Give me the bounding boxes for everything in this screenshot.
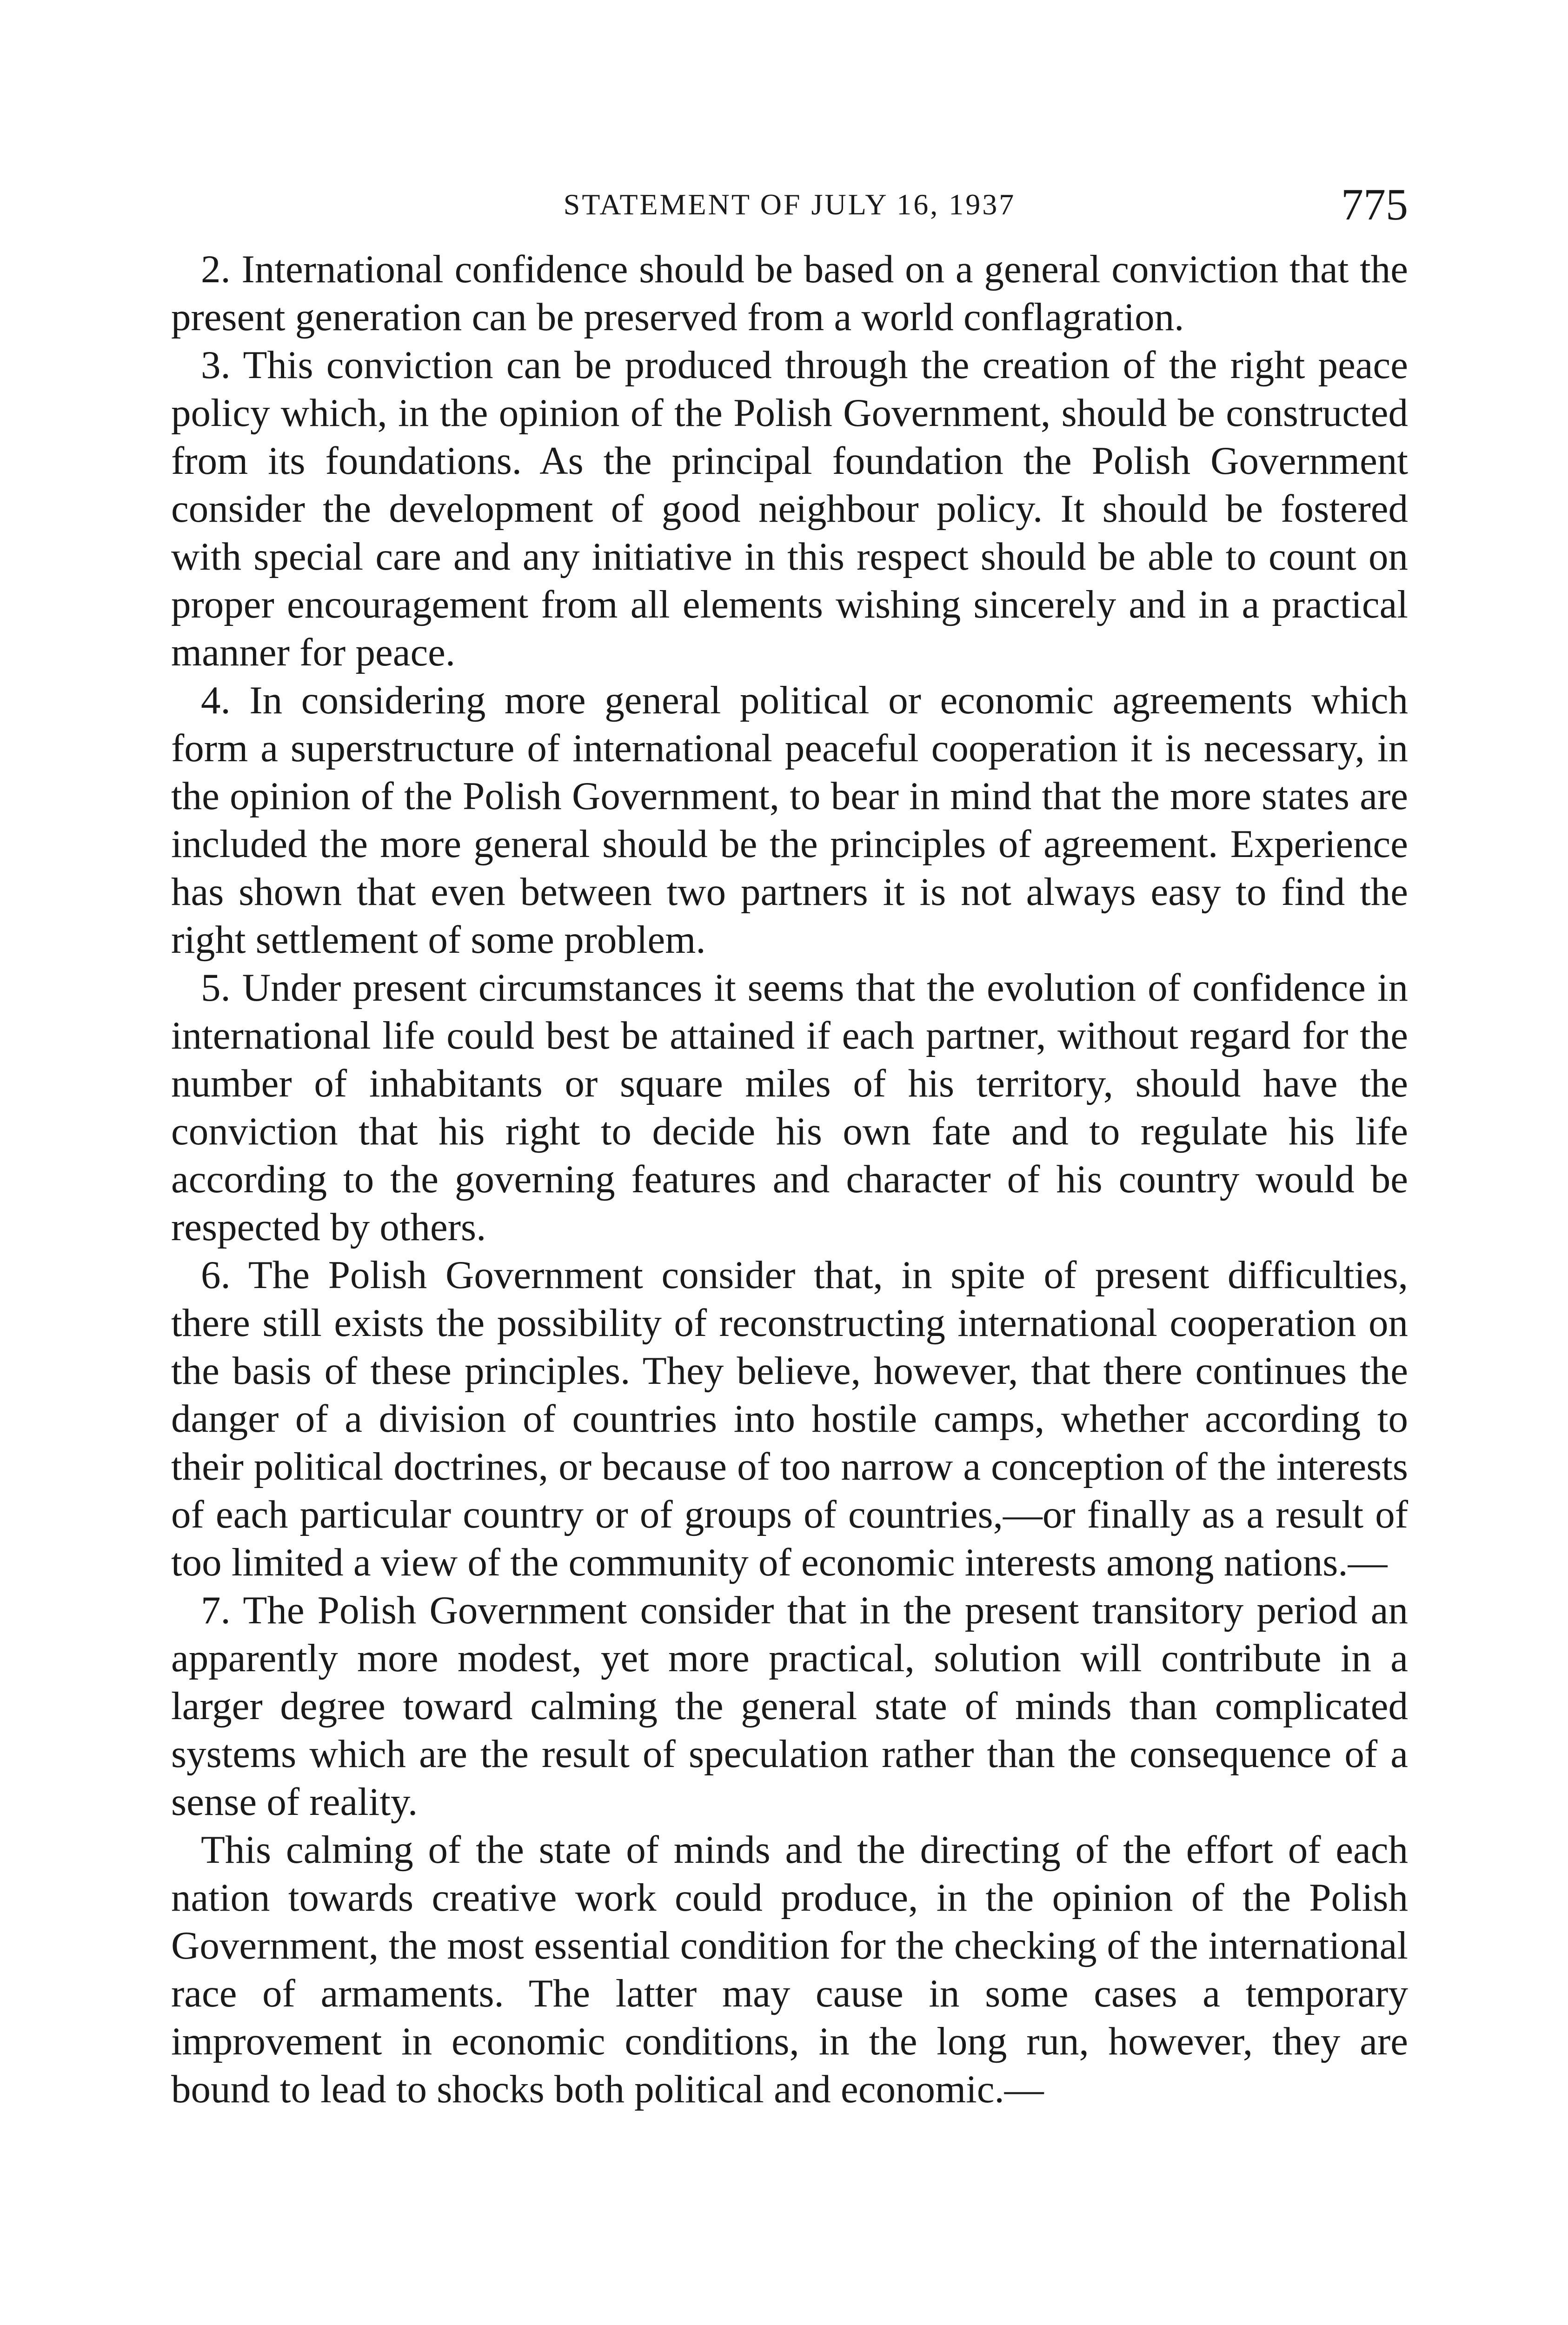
paragraph-7: 7. The Polish Government consider that in the present transitory period an apparently more modest, yet more practical, solution will contribute in a larger degree toward calming the general state of minds than complicated systems which are the result of speculation rather than the consequence of a sense of reality. bbox=[171, 1588, 1408, 1824]
paragraph-6: 6. The Polish Government consider that, in spite of present difficulties, there still exists the possibility of reconstructing international cooperation on the basis of these principles. They believe, however, that there continues the danger of a division of countries into hostile camps, whether according to their political doctrines, or because of too narrow a conception of the interests of each particular country or of groups of countries,—or finally as a result of too limited a view of the community of economic interests among nations.— bbox=[171, 1253, 1408, 1584]
page-header bbox=[171, 177, 1408, 232]
running-title: STATEMENT OF JULY 16, 1937 bbox=[563, 188, 1016, 221]
body-text bbox=[171, 246, 1408, 2113]
closing-paragraph: This calming of the state of minds and the directing of the effort of each nation towards creative work could produce, in the opinion of the Polish Government, the most essential condition for the checking of the international race of armaments. The latter may cause in some cases a temporary improvement in economic conditions, in the long run, however, they are bound to lead to shocks both political and economic.— bbox=[171, 1828, 1408, 2111]
paragraph-5: 5. Under present circumstances it seems that the evolution of confidence in international life could best be attained if each partner, without regard for the number of inhabitants or square miles of his territory, should have the conviction that his right to decide his own fate and to regulate his life according to the governing features and character of his country would be respected by others. bbox=[171, 966, 1408, 1249]
paragraph-2: 2. International confidence should be based on a general conviction that the present generation can be preserved from a world conflagration. bbox=[171, 247, 1408, 339]
paragraph-4: 4. In considering more general political or economic agreements which form a superstructure of international peaceful cooperation it is necessary, in the opinion of the Polish Government, to bear in mind that the more states are included the more general should be the principles of agreement. Experience has shown that even between two partners it is not always easy to find the right settlement of some problem. bbox=[171, 678, 1408, 962]
page-number: 775 bbox=[1341, 179, 1408, 229]
paragraph-3: 3. This conviction can be produced through the creation of the right peace policy which, in the opinion of the Polish Government, should be constructed from its foundations. As the principal foundation the Polish Government consider the development of good neighbour policy. It should be fostered with special care and any initiative in this respect should be able to count on proper encouragement from all elements wishing sincerely and in a practical manner for peace. bbox=[171, 343, 1408, 674]
